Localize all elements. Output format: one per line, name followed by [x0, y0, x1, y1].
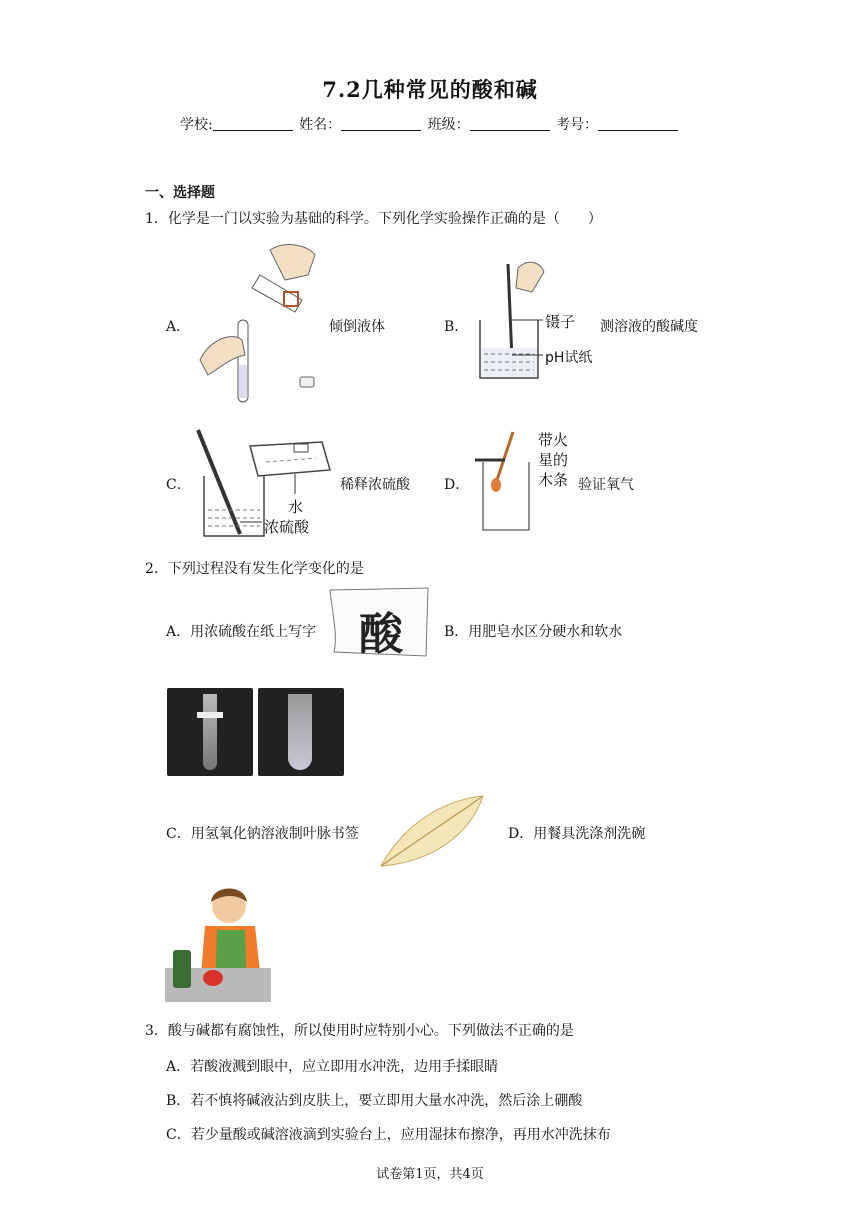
leaf-vein-bookmark-figure — [375, 792, 487, 872]
q2-option-d-letter: D． — [508, 826, 534, 842]
q3-option-a: A．若酸液溅到眼中，应立即用水冲洗，边用手揉眼睛 — [166, 1059, 499, 1075]
q2-option-b — [444, 621, 622, 641]
pouring-liquid-figure — [190, 240, 330, 405]
test-tube-2 — [288, 694, 312, 770]
q2-option-c — [166, 823, 359, 843]
q1-option-c-letter: C． — [166, 477, 191, 493]
q1-option-c-caption: 稀释浓硫酸 — [340, 477, 410, 493]
class-blank[interactable] — [470, 116, 550, 131]
class-label: 班级： — [427, 117, 470, 133]
q2-option-a-letter: A． — [166, 624, 191, 640]
exam-number-label: 考号： — [556, 117, 599, 133]
test-tube-photo-1 — [167, 688, 253, 776]
q1-stem: 1．化学是一门以实验为基础的科学。下列化学实验操作正确的是（ ） — [145, 211, 602, 227]
glowing-splint-label — [538, 430, 568, 490]
glowing-splint-label-line2: 星的 — [538, 451, 569, 469]
q2-option-b-text: 用肥皂水区分硬水和软水 — [468, 624, 623, 640]
water-label: 水 — [288, 498, 304, 516]
q1-option-d-letter: D． — [444, 477, 470, 493]
q2-option-d-text: 用餐具洗涤剂洗碗 — [533, 826, 646, 842]
glowing-splint-label-line1: 带火 — [538, 431, 569, 449]
test-tube-photo-2 — [258, 688, 344, 776]
concentrated-sulfuric-acid-label: 浓硫酸 — [264, 518, 310, 536]
oxygen-test-figure — [475, 430, 535, 532]
name-blank[interactable] — [341, 116, 421, 131]
school-blank[interactable] — [213, 116, 293, 131]
school-label: 学校: — [179, 117, 213, 133]
q3-option-b: B．若不慎将碱液沾到皮肤上，要立即用大量水冲洗，然后涂上硼酸 — [166, 1093, 583, 1109]
dishwashing-boy-figure — [165, 882, 271, 1002]
name-label: 姓名： — [299, 117, 342, 133]
test-tube-1 — [203, 694, 217, 770]
q2-stem: 2．下列过程没有发生化学变化的是 — [145, 561, 364, 577]
q1-option-a-caption: 倾倒液体 — [329, 319, 385, 335]
q2-option-c-letter: C． — [166, 826, 191, 842]
foam-layer-1 — [197, 712, 223, 718]
student-info-line — [0, 114, 860, 134]
q1-option-d-caption: 验证氧气 — [578, 477, 634, 493]
section-title: 一、选择题 — [145, 185, 215, 201]
q3-stem: 3．酸与碱都有腐蚀性，所以使用时应特别小心。下列做法不正确的是 — [145, 1023, 574, 1039]
q2-option-a-text: 用浓硫酸在纸上写字 — [190, 624, 317, 640]
glowing-splint-label-line3: 木条 — [538, 471, 569, 489]
q3-option-c: C．若少量酸或碱溶液滴到实验台上，应用湿抹布擦净，再用水冲洗抹布 — [166, 1127, 611, 1143]
tweezers-label: 镊子 — [545, 313, 576, 331]
exam-number-blank[interactable] — [598, 116, 678, 131]
acid-character: 酸 — [359, 609, 403, 660]
ph-paper-label: pH试纸 — [545, 350, 593, 366]
q2-option-b-letter: B． — [444, 624, 469, 640]
q2-option-c-text: 用氢氧化钠溶液制叶脉书签 — [190, 826, 359, 842]
page-footer: 试卷第1页，共4页 — [376, 1167, 484, 1182]
q2-option-a — [166, 621, 316, 641]
q1-option-b-caption: 测溶液的酸碱度 — [600, 319, 698, 335]
q1-option-a-letter: A． — [166, 319, 191, 335]
q2-option-d — [508, 823, 645, 843]
q1-option-b-letter: B． — [444, 319, 469, 335]
page-title: 7.2几种常见的酸和碱 — [322, 77, 538, 102]
